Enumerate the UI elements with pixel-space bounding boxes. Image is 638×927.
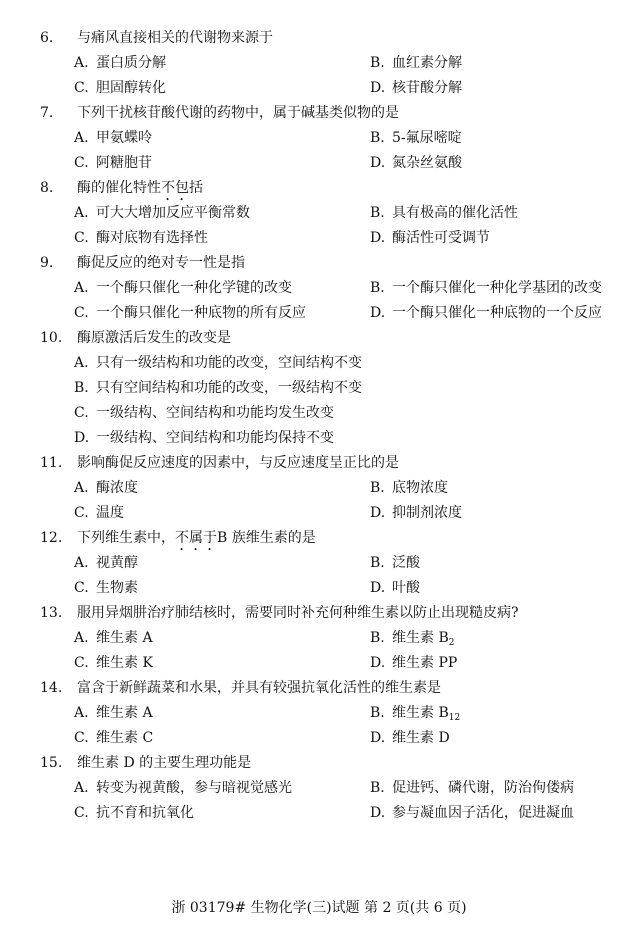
answer-option[interactable] [370, 126, 462, 151]
option-text: 参与凝血因子活化，促进凝血 [392, 805, 574, 821]
option-text: 可大大增加反应平衡常数 [96, 205, 250, 221]
option-row [0, 426, 638, 451]
question-text: 下列干扰核苷酸代谢的药物中，属于碱基类似物的是 [77, 105, 399, 121]
option-text: 5-氟尿嘧啶 [392, 130, 462, 146]
option-letter: A. [74, 555, 89, 571]
answer-option[interactable] [370, 501, 462, 526]
option-text: 维生素 K [96, 655, 153, 671]
option-row [0, 576, 638, 601]
question-text: 酶原激活后发生的改变是 [77, 330, 231, 346]
option-text: 底物浓度 [392, 480, 448, 496]
question-number: 11. [40, 455, 63, 471]
question-text-part: 酶的催化特性 [77, 180, 161, 196]
answer-option[interactable] [74, 576, 138, 601]
option-row [0, 726, 638, 751]
option-letter: D. [74, 430, 90, 446]
answer-option[interactable] [74, 551, 138, 576]
option-letter: B. [370, 55, 385, 71]
question-list [0, 26, 638, 826]
question-stem [0, 451, 638, 476]
answer-option[interactable] [74, 376, 362, 401]
question-text-part: B 族维生素的是 [217, 530, 316, 546]
option-letter: D. [370, 305, 386, 321]
emphasized-text: 不包 [161, 180, 189, 196]
option-text: 胆固醇转化 [96, 80, 166, 96]
option-row [0, 126, 638, 151]
question-number: 12. [40, 530, 63, 546]
option-row [0, 351, 638, 376]
option-text: 叶酸 [392, 580, 420, 596]
option-letter: D. [370, 655, 386, 671]
answer-option[interactable] [74, 501, 124, 526]
option-row [0, 376, 638, 401]
option-text: 抗不育和抗氧化 [96, 805, 194, 821]
question-number: 14. [40, 680, 63, 696]
option-letter: B. [370, 130, 385, 146]
question-number: 10. [40, 330, 63, 346]
option-letter: C. [74, 80, 89, 96]
answer-option[interactable] [74, 701, 153, 726]
question-text: 影响酶促反应速度的因素中，与反应速度呈正比的是 [77, 455, 399, 471]
answer-option[interactable] [370, 226, 490, 251]
question-stem [0, 676, 638, 701]
option-text: 泛酸 [392, 555, 420, 571]
option-letter: B. [74, 380, 89, 396]
question-item [0, 326, 638, 451]
option-letter: B. [370, 205, 385, 221]
option-text: 生物素 [96, 580, 138, 596]
question-stem [0, 751, 638, 776]
option-row [0, 551, 638, 576]
option-letter: B. [370, 555, 385, 571]
option-text: 核苷酸分解 [392, 80, 462, 96]
option-letter: C. [74, 805, 89, 821]
question-text [77, 176, 203, 204]
option-letter: A. [74, 780, 89, 796]
option-letter: B. [370, 480, 385, 496]
answer-option[interactable] [370, 551, 420, 576]
option-letter: C. [74, 505, 89, 521]
option-text: 维生素 B [392, 705, 449, 721]
option-letter: B. [370, 780, 385, 796]
option-text: 只有一级结构和功能的改变，空间结构不变 [96, 355, 362, 371]
option-letter: C. [74, 155, 89, 171]
option-letter: A. [74, 280, 89, 296]
option-letter: C. [74, 730, 89, 746]
option-text: 转变为视黄酸，参与暗视觉感光 [96, 780, 292, 796]
option-row [0, 476, 638, 501]
question-text [77, 526, 316, 554]
answer-option[interactable] [74, 401, 334, 426]
question-item [0, 176, 638, 251]
answer-option[interactable] [74, 301, 306, 326]
option-row [0, 776, 638, 801]
answer-option[interactable] [370, 726, 450, 751]
option-text: 酶对底物有选择性 [96, 230, 208, 246]
option-row [0, 801, 638, 826]
question-stem [0, 526, 638, 551]
question-text: 服用异烟肼治疗肺结核时，需要同时补充何种维生素以防止出现糙皮病? [77, 605, 519, 621]
option-text: 一个酶只催化一种化学键的改变 [96, 280, 292, 296]
question-item [0, 451, 638, 526]
option-text: 一级结构、空间结构和功能均发生改变 [96, 405, 334, 421]
question-stem [0, 326, 638, 351]
question-text: 富含于新鲜蔬菜和水果，并具有较强抗氧化活性的维生素是 [77, 680, 441, 696]
question-number: 7. [40, 105, 54, 121]
option-letter: C. [74, 305, 89, 321]
answer-option[interactable] [74, 626, 153, 651]
option-text: 抑制剂浓度 [392, 505, 462, 521]
question-item [0, 676, 638, 751]
option-letter: B. [370, 705, 385, 721]
option-letter: D. [370, 505, 386, 521]
option-text: 蛋白质分解 [96, 55, 166, 71]
question-item [0, 251, 638, 326]
option-letter: A. [74, 55, 89, 71]
answer-option[interactable] [74, 76, 166, 101]
option-text: 只有空间结构和功能的改变，一级结构不变 [96, 380, 362, 396]
answer-option[interactable] [370, 301, 602, 326]
answer-option[interactable] [370, 576, 420, 601]
option-row [0, 151, 638, 176]
option-letter: C. [74, 655, 89, 671]
question-item [0, 751, 638, 826]
question-number: 13. [40, 605, 63, 621]
answer-option[interactable] [74, 426, 334, 451]
option-letter: C. [74, 405, 89, 421]
subscript: 2 [448, 638, 455, 648]
answer-option[interactable] [74, 51, 166, 76]
answer-option[interactable] [370, 476, 448, 501]
option-text: 维生素 C [96, 730, 154, 746]
option-row [0, 626, 638, 651]
option-text: 阿糖胞苷 [96, 155, 152, 171]
answer-option[interactable] [74, 151, 152, 176]
option-text: 一级结构、空间结构和功能均保持不变 [96, 430, 334, 446]
option-letter: D. [370, 730, 386, 746]
answer-option[interactable] [74, 776, 292, 801]
option-letter: B. [370, 280, 385, 296]
option-letter: D. [370, 805, 386, 821]
answer-option[interactable] [370, 51, 462, 76]
option-row [0, 401, 638, 426]
option-text: 血红素分解 [392, 55, 462, 71]
question-item [0, 526, 638, 601]
question-stem [0, 601, 638, 626]
option-letter: A. [74, 355, 89, 371]
question-text-part: 括 [189, 180, 203, 196]
option-row [0, 301, 638, 326]
option-letter: A. [74, 205, 89, 221]
question-text: 酶促反应的绝对专一性是指 [77, 255, 245, 271]
question-text: 与痛风直接相关的代谢物来源于 [77, 30, 273, 46]
answer-option[interactable] [370, 651, 457, 676]
answer-option[interactable] [370, 76, 462, 101]
answer-option[interactable] [74, 351, 362, 376]
option-letter: D. [370, 155, 386, 171]
option-text: 一个酶只催化一种底物的一个反应 [392, 305, 602, 321]
answer-option[interactable] [74, 276, 292, 301]
answer-option[interactable] [74, 201, 250, 226]
question-text: 维生素 D 的主要生理功能是 [77, 755, 252, 771]
option-letter: A. [74, 630, 89, 646]
option-row [0, 501, 638, 526]
option-letter: D. [370, 80, 386, 96]
answer-option[interactable] [370, 776, 574, 801]
question-item [0, 101, 638, 176]
option-text: 一个酶只催化一种化学基团的改变 [392, 280, 602, 296]
option-letter: B. [370, 630, 385, 646]
option-text: 酶浓度 [96, 480, 138, 496]
answer-option[interactable] [370, 201, 518, 226]
option-text: 具有极高的催化活性 [392, 205, 518, 221]
page-footer: 浙 03179# 生物化学(三)试题 第 2 页(共 6 页) [171, 900, 467, 916]
answer-option[interactable] [74, 476, 138, 501]
option-letter: C. [74, 230, 89, 246]
option-text: 维生素 D [392, 730, 450, 746]
option-row [0, 226, 638, 251]
question-stem [0, 251, 638, 276]
option-letter: D. [370, 580, 386, 596]
option-text: 视黄醇 [96, 555, 138, 571]
option-text: 维生素 A [96, 705, 153, 721]
answer-option[interactable] [74, 726, 153, 751]
answer-option[interactable] [370, 626, 454, 651]
question-number: 15. [40, 755, 63, 771]
emphasized-text: 不属于 [175, 530, 217, 546]
question-number: 9. [40, 255, 54, 271]
option-text: 一个酶只催化一种底物的所有反应 [96, 305, 306, 321]
answer-option[interactable] [74, 651, 153, 676]
option-text: 维生素 PP [392, 655, 458, 671]
question-item [0, 601, 638, 676]
option-text: 氮杂丝氨酸 [392, 155, 462, 171]
answer-option[interactable] [370, 276, 602, 301]
option-text: 酶活性可受调节 [392, 230, 490, 246]
option-letter: C. [74, 580, 89, 596]
option-letter: A. [74, 480, 89, 496]
option-letter: A. [74, 130, 89, 146]
option-text: 维生素 B [392, 630, 449, 646]
option-letter: D. [370, 230, 386, 246]
question-stem [0, 176, 638, 201]
option-row [0, 51, 638, 76]
option-text: 甲氨蝶呤 [96, 130, 152, 146]
question-stem [0, 26, 638, 51]
subscript: 12 [448, 713, 461, 723]
option-row [0, 276, 638, 301]
option-letter: A. [74, 705, 89, 721]
option-row [0, 201, 638, 226]
question-number: 6. [40, 30, 54, 46]
answer-option[interactable] [370, 801, 574, 826]
option-text: 促进钙、磷代谢，防治佝偻病 [392, 780, 574, 796]
option-text: 维生素 A [96, 630, 153, 646]
option-row [0, 701, 638, 726]
answer-option[interactable] [370, 701, 460, 726]
question-text-part: 下列维生素中， [77, 530, 175, 546]
option-text: 温度 [96, 505, 124, 521]
question-number: 8. [40, 180, 54, 196]
answer-option[interactable] [74, 226, 208, 251]
question-item [0, 26, 638, 101]
question-stem [0, 101, 638, 126]
option-row [0, 76, 638, 101]
answer-option[interactable] [74, 801, 194, 826]
answer-option[interactable] [74, 126, 152, 151]
answer-option[interactable] [370, 151, 462, 176]
option-row [0, 651, 638, 676]
